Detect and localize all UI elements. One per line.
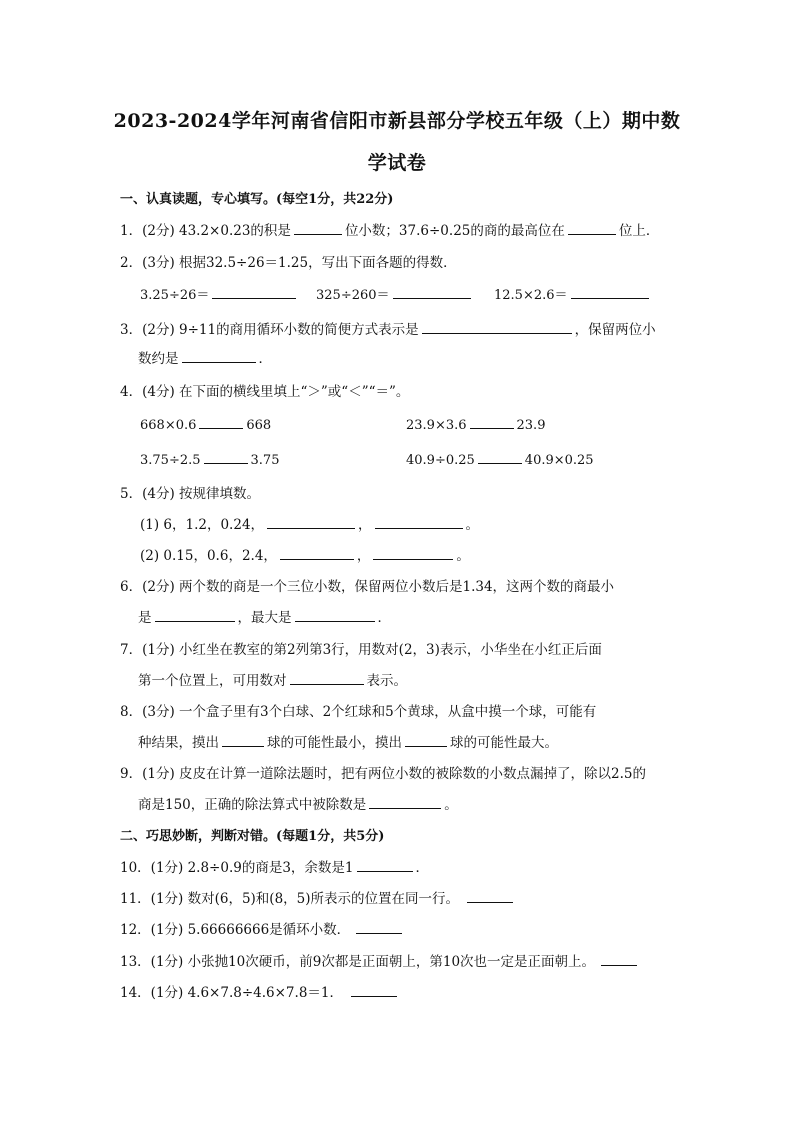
answer-blank[interactable] xyxy=(199,414,243,429)
answer-blank[interactable] xyxy=(405,732,447,747)
answer-blank[interactable] xyxy=(267,514,355,529)
question-2: 2．(3分) 根据32.5÷26＝1.25，写出下面各题的得数． xyxy=(120,255,457,271)
answer-blank[interactable] xyxy=(356,919,402,934)
q4-compare-4: 40.9÷0.25 40.9×0.25 xyxy=(406,449,594,468)
answer-blank[interactable] xyxy=(351,982,397,997)
answer-blank[interactable] xyxy=(467,888,513,903)
answer-blank[interactable] xyxy=(422,319,572,334)
q4-compare-3: 3.75÷2.5 3.75 xyxy=(140,449,279,468)
answer-blank[interactable] xyxy=(373,545,453,560)
question-7-cont: 第一个位置上，可用数对 表示。 xyxy=(138,669,407,689)
question-12: 12．(1分) 5.66666666是循环小数． xyxy=(120,918,405,938)
q4-compare-2: 23.9×3.6 23.9 xyxy=(406,414,545,433)
answer-blank[interactable] xyxy=(571,284,649,299)
answer-blank[interactable] xyxy=(294,220,342,235)
section-2-heading: 二、巧思妙断，判断对错。(每题1分，共5分) xyxy=(120,829,385,844)
q5-sequence-1: (1) 6，1.2，0.24， ， 。 xyxy=(140,513,479,533)
answer-blank[interactable] xyxy=(375,514,463,529)
answer-blank[interactable] xyxy=(369,794,441,809)
question-3-cont: 数约是 ． xyxy=(138,347,272,367)
answer-blank[interactable] xyxy=(568,220,616,235)
answer-blank[interactable] xyxy=(222,732,264,747)
q2-item-c: 12.5×2.6＝ xyxy=(494,284,652,303)
question-5: 5．(4分) 按规律填数。 xyxy=(120,486,261,502)
question-11: 11．(1分) 数对(6，5)和(8，5)所表示的位置在同一行。 xyxy=(120,887,516,907)
question-8: 8．(3分) 一个盒子里有3个白球、2个红球和5个黄球，从盒中摸一个球，可能有 xyxy=(120,704,597,720)
question-3: 3．(2分) 9÷11的商用循环小数的简便方式表示是 ，保留两位小 xyxy=(120,318,656,338)
question-13: 13．(1分) 小张抛10次硬币，前9次都是正面朝上，第10次也一定是正面朝上。 xyxy=(120,950,640,970)
section-1-heading: 一、认真读题，专心填写。(每空1分，共22分) xyxy=(120,192,394,207)
q2-item-a: 3.25÷26＝ xyxy=(140,284,299,303)
answer-blank[interactable] xyxy=(357,857,413,872)
question-1: 1．(2分) 43.2×0.23的积是 位小数；37.6÷0.25的商的最高位在 位上． xyxy=(120,219,659,239)
exam-title-line2: 学试卷 xyxy=(367,152,427,174)
answer-blank[interactable] xyxy=(478,449,522,464)
answer-blank[interactable] xyxy=(290,670,364,685)
answer-blank[interactable] xyxy=(280,545,354,560)
question-6-cont: 是 ，最大是 ． xyxy=(138,606,391,626)
question-14: 14．(1分) 4.6×7.8÷4.6×7.8＝1． xyxy=(120,981,400,1001)
answer-blank[interactable] xyxy=(212,284,296,299)
answer-blank[interactable] xyxy=(295,607,375,622)
question-6: 6．(2分) 两个数的商是一个三位小数，保留两位小数后是1.34，这两个数的商最小 xyxy=(120,579,615,595)
q5-sequence-2: (2) 0.15，0.6，2.4， ， 。 xyxy=(140,544,470,564)
answer-blank[interactable] xyxy=(182,348,256,363)
answer-blank[interactable] xyxy=(601,951,637,966)
question-10: 10．(1分) 2.8÷0.9的商是3，余数是1 ． xyxy=(120,856,429,876)
question-4: 4．(4分) 在下面的横线里填上“＞”或“＜”“＝”。 xyxy=(120,384,410,400)
question-9-cont: 商是150，正确的除法算式中被除数是 。 xyxy=(138,793,458,813)
q4-compare-1: 668×0.6 668 xyxy=(140,414,271,433)
answer-blank[interactable] xyxy=(393,284,471,299)
answer-blank[interactable] xyxy=(470,414,514,429)
q2-item-b: 325÷260＝ xyxy=(316,284,474,303)
question-9: 9．(1分) 皮皮在计算一道除法题时，把有两位小数的被除数的小数点漏掉了，除以2.5的 xyxy=(120,766,646,782)
exam-title-line1: 2023-2024学年河南省信阳市新县部分学校五年级（上）期中数 xyxy=(113,110,681,132)
answer-blank[interactable] xyxy=(204,449,248,464)
answer-blank[interactable] xyxy=(155,607,235,622)
question-8-cont: 种结果，摸出 球的可能性最小，摸出 球的可能性最大。 xyxy=(138,731,558,751)
question-7: 7．(1分) 小红坐在教室的第2列第3行，用数对(2，3)表示，小华坐在小红正后面 xyxy=(120,642,602,658)
